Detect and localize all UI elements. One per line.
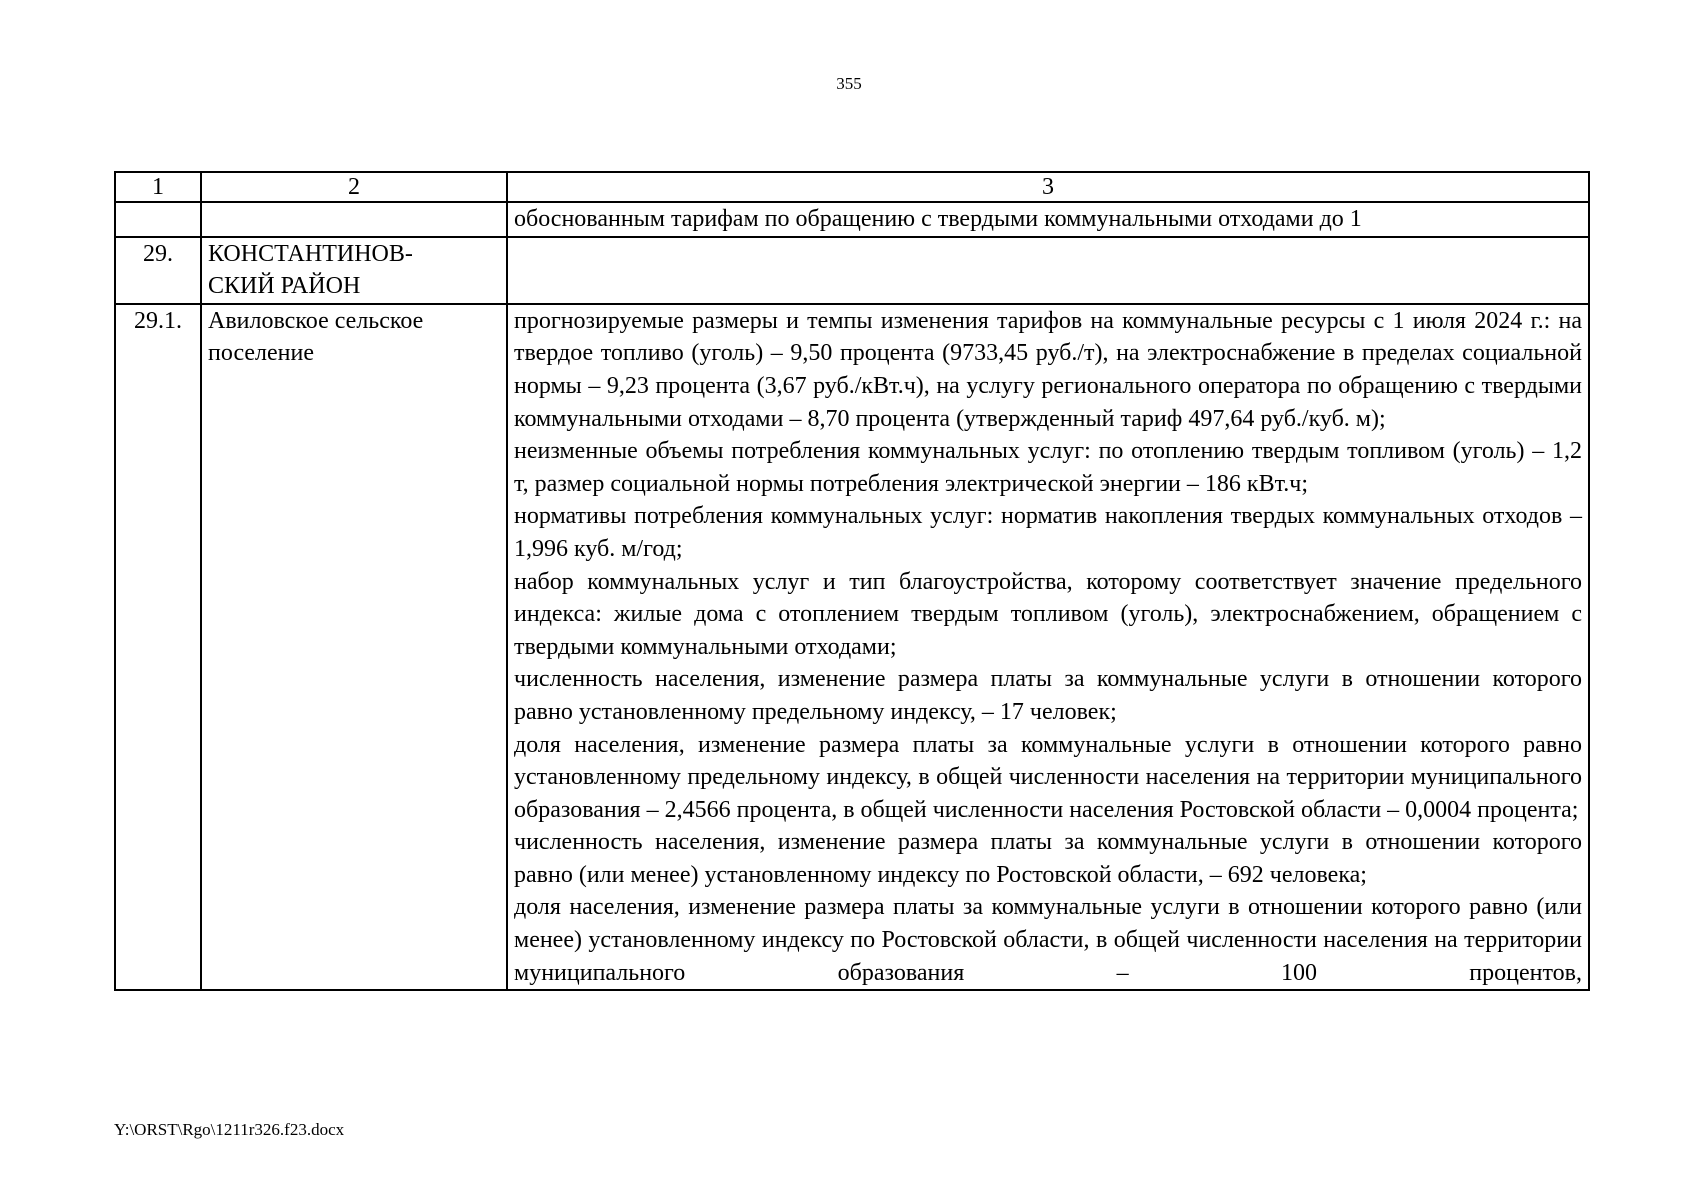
column-number-1: 1 — [115, 172, 201, 202]
continuation-text: обоснованным тарифам по обращению с твердыми коммунальными отходами до 1 — [507, 202, 1589, 237]
entry-paragraph: доля населения, изменение размера платы за коммунальные услуги в отношении которого равно установленному предельному индексу, в общей численности населения на территории муниципального образования – 2,4566 процента, в общей численности населения Ростовской области – 0,0004 процента; — [514, 731, 1582, 823]
entry-paragraph: доля населения, изменение размера платы за коммунальные услуги в отношении которого равно (или менее) установленному индексу по Ростовской области, в общей численности населения на территории муниципального образования – 100 процентов, — [514, 894, 1582, 986]
section-number: 29. — [115, 237, 201, 304]
footer-file-path: Y:\ORST\Rgo\1211r326.f23.docx — [114, 1120, 345, 1139]
entry-row — [115, 304, 1589, 990]
section-name — [201, 237, 507, 304]
entry-number: 29.1. — [115, 304, 201, 990]
entry-paragraph: нормативы потребления коммунальных услуг: норматив накопления твердых коммунальных отходов – 1,996 куб. м/год; — [514, 503, 1582, 562]
continuation-name-cell — [201, 202, 507, 237]
section-row — [115, 237, 1589, 304]
continuation-row — [115, 202, 1589, 237]
entry-paragraph: неизменные объемы потребления коммунальных услуг: по отоплению твердым топливом (уголь) – 1,2 т, размер социальной нормы потребления электрической энергии – 186 кВт.ч; — [514, 438, 1582, 497]
column-number-3: 3 — [507, 172, 1589, 202]
entry-name: Авиловское сельское поселение — [201, 304, 507, 990]
continuation-number-cell — [115, 202, 201, 237]
section-name-line-1: КОНСТАНТИНОВ- — [208, 240, 413, 267]
section-description-cell — [507, 237, 1589, 304]
column-number-2: 2 — [201, 172, 507, 202]
entry-description — [507, 304, 1589, 990]
table-header-row — [115, 172, 1589, 202]
document-table — [114, 171, 1590, 991]
entry-paragraph: прогнозируемые размеры и темпы изменения тарифов на коммунальные ресурсы с 1 июля 2024 г.: на твердое топливо (уголь) – 9,50 процента (9733,45 руб./т), на электроснабжение в пределах социальной нормы – 9,23 процента (3,67 руб./кВт.ч), на услугу регионального оператора по обращению с твердыми коммунальными отходами – 8,70 процента (утвержденный тариф 497,64 руб./куб. м); — [514, 307, 1582, 432]
entry-paragraph: набор коммунальных услуг и тип благоустройства, которому соответствует значение предельного индекса: жилые дома с отоплением твердым топливом (уголь), электроснабжением, обращением с твердыми коммунальными отходами; — [514, 568, 1582, 660]
section-name-line-2: СКИЙ РАЙОН — [208, 273, 361, 300]
page-number: 355 — [836, 74, 862, 93]
entry-paragraph: численность населения, изменение размера платы за коммунальные услуги в отношении которого равно (или менее) установленному индексу по Ростовской области, – 692 человека; — [514, 829, 1582, 888]
entry-paragraph: численность населения, изменение размера платы за коммунальные услуги в отношении которого равно установленному предельному индексу, – 17 человек; — [514, 666, 1582, 725]
